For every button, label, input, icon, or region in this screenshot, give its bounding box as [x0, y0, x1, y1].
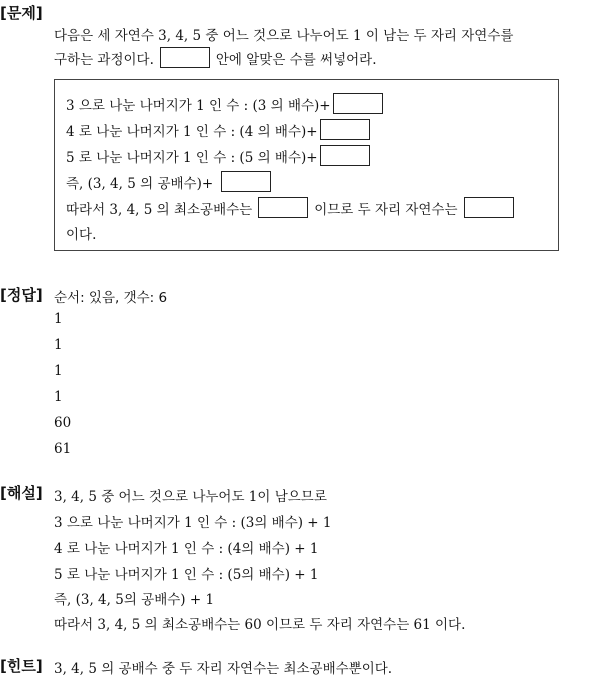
- box-conclusion-part1: 따라서 3, 4, 5 의 최소공배수는: [66, 201, 253, 218]
- answer-value-1: 1: [54, 311, 63, 327]
- answer-blank-5[interactable]: [258, 197, 308, 218]
- box-line-4-text: 즉, (3, 4, 5 의 공배수)+: [66, 175, 214, 192]
- answer-value-2: 1: [54, 337, 63, 353]
- box-conclusion-part2: 이므로 두 자리 자연수는: [314, 201, 458, 218]
- hint-label: [힌트]: [0, 657, 43, 675]
- answer-blank-6[interactable]: [464, 197, 514, 218]
- answer-blank-1[interactable]: [333, 93, 383, 114]
- process-box: [54, 79, 559, 251]
- answer-value-3: 1: [54, 363, 63, 379]
- problem-label: [문제]: [0, 4, 43, 22]
- answer-value-5: 60: [54, 415, 72, 431]
- box-line-1-text: 3 으로 나눈 나머지가 1 인 수 : (3 의 배수)+: [66, 97, 331, 114]
- problem-text-line1: 다음은 세 자연수 3, 4, 5 중 어느 것으로 나누어도 1 이 남는 두 자리 자연수를: [54, 28, 514, 44]
- box-line-2: [66, 119, 372, 140]
- box-line-2-text: 4 로 나눈 나머지가 1 인 수 : (4 의 배수)+: [66, 123, 318, 140]
- answer-blank-4[interactable]: [221, 171, 271, 192]
- explanation-line-5: 즉, (3, 4, 5의 공배수) + 1: [54, 592, 215, 608]
- box-line-3: [66, 145, 372, 166]
- hint-text: 3, 4, 5 의 공배수 중 두 자리 자연수는 최소공배수뿐이다.: [54, 661, 393, 677]
- answer-label: [정답]: [0, 286, 43, 304]
- box-conclusion-end: 이다.: [66, 227, 97, 243]
- explanation-line-6: 따라서 3, 4, 5 의 최소공배수는 60 이므로 두 자리 자연수는 61 이다.: [54, 617, 466, 633]
- explanation-line-2: 3 으로 나눈 나머지가 1 인 수 : (3의 배수) + 1: [54, 515, 332, 531]
- explanation-line-3: 4 로 나눈 나머지가 1 인 수 : (4의 배수) + 1: [54, 541, 319, 557]
- box-line-1: [66, 93, 385, 114]
- answer-meta: 순서: 있음, 갯수: 6: [54, 290, 168, 306]
- explanation-line-4: 5 로 나눈 나머지가 1 인 수 : (5의 배수) + 1: [54, 567, 319, 583]
- problem-line2-after: 안에 알맞은 수를 써넣어라.: [215, 51, 377, 68]
- box-line-3-text: 5 로 나눈 나머지가 1 인 수 : (5 의 배수)+: [66, 149, 318, 166]
- explanation-label: [해설]: [0, 484, 43, 502]
- blank-placeholder-sample: [160, 47, 210, 68]
- answer-value-6: 61: [54, 441, 72, 457]
- problem-line2-before: 구하는 과정이다.: [54, 51, 154, 68]
- answer-value-4: 1: [54, 389, 63, 405]
- problem-text-line2: [54, 47, 377, 68]
- answer-blank-2[interactable]: [320, 119, 370, 140]
- box-line-5: [66, 197, 516, 218]
- explanation-line-1: 3, 4, 5 중 어느 것으로 나누어도 1이 남으므로: [54, 489, 327, 505]
- answer-blank-3[interactable]: [320, 145, 370, 166]
- box-line-4: [66, 171, 273, 192]
